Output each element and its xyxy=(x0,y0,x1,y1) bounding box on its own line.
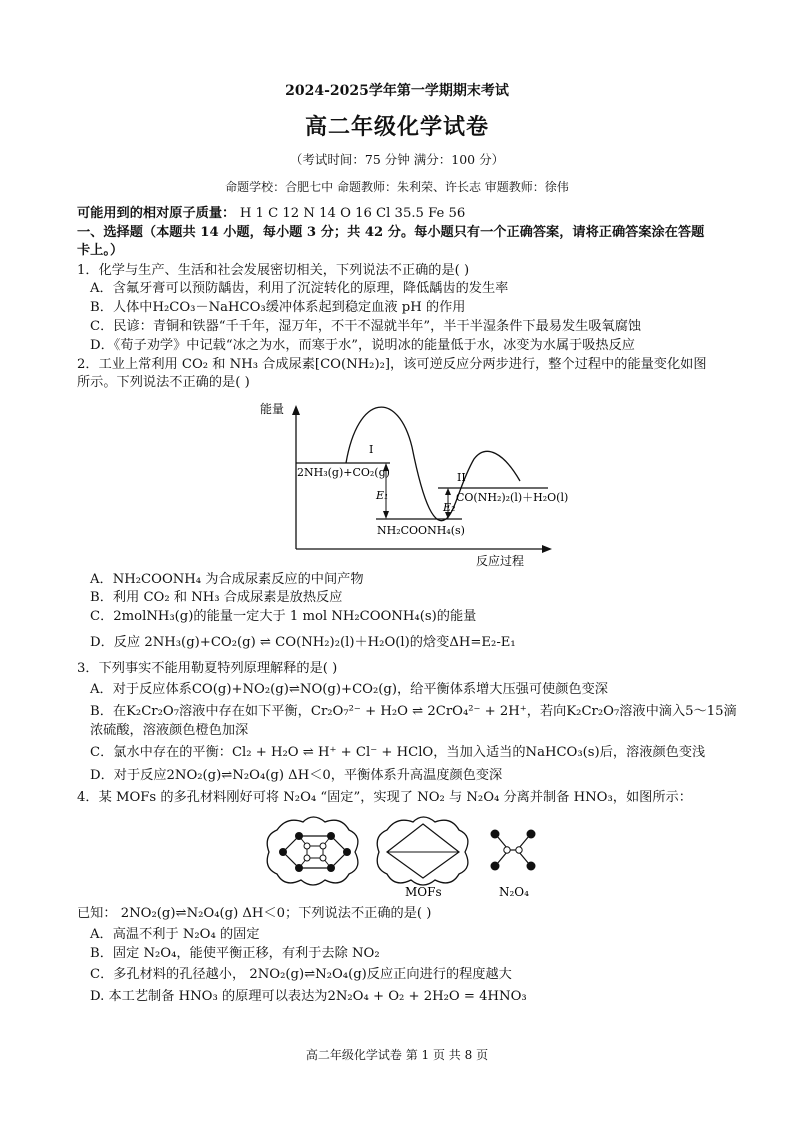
q3-option-c: C．氯水中存在的平衡：Cl₂ + H₂O ⇌ H⁺ + Cl⁻ + HClO，当加入适当的NaHCO₃(s)后，溶液颜色变浅 xyxy=(90,745,706,760)
q4-option-d: D. 本工艺制备 HNO₃ 的原理可以表达为2N₂O₄ + O₂ + 2H₂O = 4HNO₃ xyxy=(90,989,527,1004)
page-footer: 高二年级化学试卷 第 1 页 共 8 页 xyxy=(305,1048,489,1062)
paper-title: 高二年级化学试卷 xyxy=(304,115,489,140)
q3-option-a: A．对于反应体系CO(g)+NO₂(g)⇌NO(g)+CO₂(g)，给平衡体系增大压强可使颜色变深 xyxy=(90,682,608,697)
energy-diagram xyxy=(250,395,570,570)
nitrogen-atom xyxy=(504,847,510,853)
atomic-mass-line xyxy=(77,205,727,223)
n2o4-label: N₂O₄ xyxy=(499,885,529,899)
q3-option-b-line1: B．在K₂Cr₂O₇溶液中存在如下平衡，Cr₂O₇²⁻ + H₂O ⇌ 2CrO₄²⁻ + 2H⁺，若向K₂Cr₂O₇溶液中滴入5～15滴 xyxy=(90,704,737,719)
mof-framework-1 xyxy=(283,836,347,868)
q4-known: 已知： 2NO₂(g)⇌N₂O₄(g) ΔH＜0；下列说法不正确的是( ) xyxy=(77,906,432,921)
q4-option-b: B．固定 N₂O₄，能使平衡正移，有利于去除 NO₂ xyxy=(90,946,380,961)
atom xyxy=(295,832,303,840)
mof-diamond xyxy=(387,824,459,878)
intermediate-label: NH₂COONH₄(s) xyxy=(377,524,465,537)
mofs-label: MOFs xyxy=(405,885,442,899)
q4-stem: 4．某 MOFs 的多孔材料刚好可将 N₂O₄ “固定”，实现了 NO₂ 与 N₂O₄ 分离并制备 HNO₃，如图所示： xyxy=(77,790,692,805)
oxygen-atom xyxy=(527,862,536,871)
q1-stem: 1．化学与生产、生活和社会发展密切相关，下列说法不正确的是( ) xyxy=(77,263,470,278)
year-title: 2024-2025学年第一学期期末考试 xyxy=(285,83,509,99)
mof-cloud-2 xyxy=(377,817,468,885)
q4-option-a: A．高温不利于 N₂O₄ 的固定 xyxy=(90,927,260,942)
q2-stem-2: 所示。下列说法不正确的是( ) xyxy=(77,375,250,390)
q1-option-a: A．含氟牙膏可以预防龋齿，利用了沉淀转化的原理，降低龋齿的发生率 xyxy=(90,281,509,296)
x-axis-label: 反应过程 xyxy=(476,554,525,568)
q1-option-b: B．人体中H₂CO₃－NaHCO₃缓冲体系起到稳定血液 pH 的作用 xyxy=(90,300,466,315)
product-label: CO(NH₂)₂(l)＋H₂O(l) xyxy=(456,491,569,504)
e2-label: E₂ xyxy=(443,501,456,514)
q1-option-c: C．民谚：青铜和铁器“千千年，湿万年，不干不湿就半年”，半干半湿条件下最易发生吸氧腐蚀 xyxy=(90,319,642,334)
atomic-mass-label: 可能用到的相对原子质量： xyxy=(77,206,236,221)
oxygen-atom xyxy=(491,830,500,839)
q4-option-c: C．多孔材料的孔径越小， 2NO₂(g)⇌N₂O₄(g)反应正向进行的程度越大 xyxy=(90,967,512,982)
x-axis-arrow xyxy=(542,545,552,553)
q3-option-d: D．对于反应2NO₂(g)⇌N₂O₄(g) ΔH＜0，平衡体系升高温度颜色变深 xyxy=(90,768,503,783)
nitrogen-atom xyxy=(516,847,522,853)
atom-open xyxy=(304,843,310,849)
q2-option-d: D．反应 2NH₃(g)+CO₂(g) ⇌ CO(NH₂)₂(l)＋H₂O(l)的焓变ΔH=E₂-E₁ xyxy=(90,635,516,650)
atom xyxy=(327,832,335,840)
atom-open xyxy=(320,843,326,849)
e1-label: E₁ xyxy=(376,489,389,502)
q3-option-b-line2: 浓硫酸，溶液颜色橙色加深 xyxy=(90,723,249,738)
reactant-label: 2NH₃(g)+CO₂(g) xyxy=(297,466,390,479)
atom xyxy=(295,864,303,872)
exam-info: （考试时间：75 分钟 满分：100 分） xyxy=(289,152,505,167)
section-heading-2: 卡上。） xyxy=(77,243,124,258)
q1-option-d: D．《荀子劝学》中记载“冰之为水，而寒于水”，说明冰的能量低于水，冰变为水属于吸热反应 xyxy=(90,338,635,353)
atom xyxy=(327,864,335,872)
q3-stem: 3．下列事实不能用勒夏特列原理解释的是( ) xyxy=(77,661,338,676)
atom-open xyxy=(320,855,326,861)
y-axis-label: 能量 xyxy=(260,402,285,416)
q2-option-c: C．2molNH₃(g)的能量一定大于 1 mol NH₂COONH₄(s)的能量 xyxy=(90,609,477,624)
atom xyxy=(279,848,287,856)
e2-arrow-head-top xyxy=(445,488,451,495)
e1-arrow-head-bottom xyxy=(383,511,389,519)
author-info: 命题学校：合肥七中 命题教师：朱利荣、许长志 审题教师：徐伟 xyxy=(225,180,569,194)
atomic-mass-values: H 1 C 12 N 14 O 16 Cl 35.5 Fe 56 xyxy=(239,206,466,221)
q2-option-a: A．NH₂COONH₄ 为合成尿素反应的中间产物 xyxy=(90,572,364,587)
oxygen-atom xyxy=(527,830,536,839)
atom xyxy=(343,848,351,856)
q2-stem-1: 2．工业上常利用 CO₂ 和 NH₃ 合成尿素[CO(NH₂)₂]，该可逆反应分两步进行，整个过程中的能量变化如图 xyxy=(77,357,707,372)
y-axis-arrow xyxy=(292,405,300,415)
q2-option-b: B．利用 CO₂ 和 NH₃ 合成尿素是放热反应 xyxy=(90,590,343,605)
section-heading-1: 一、选择题（本题共 14 小题，每小题 3 分；共 42 分。每小题只有一个正确答案，请将正确答案涂在答题 xyxy=(77,225,705,240)
peak-1-label: I xyxy=(369,443,374,456)
oxygen-atom xyxy=(491,862,500,871)
atom-open xyxy=(304,855,310,861)
peak-2-label: II xyxy=(457,471,466,484)
mofs-figure xyxy=(245,808,545,900)
